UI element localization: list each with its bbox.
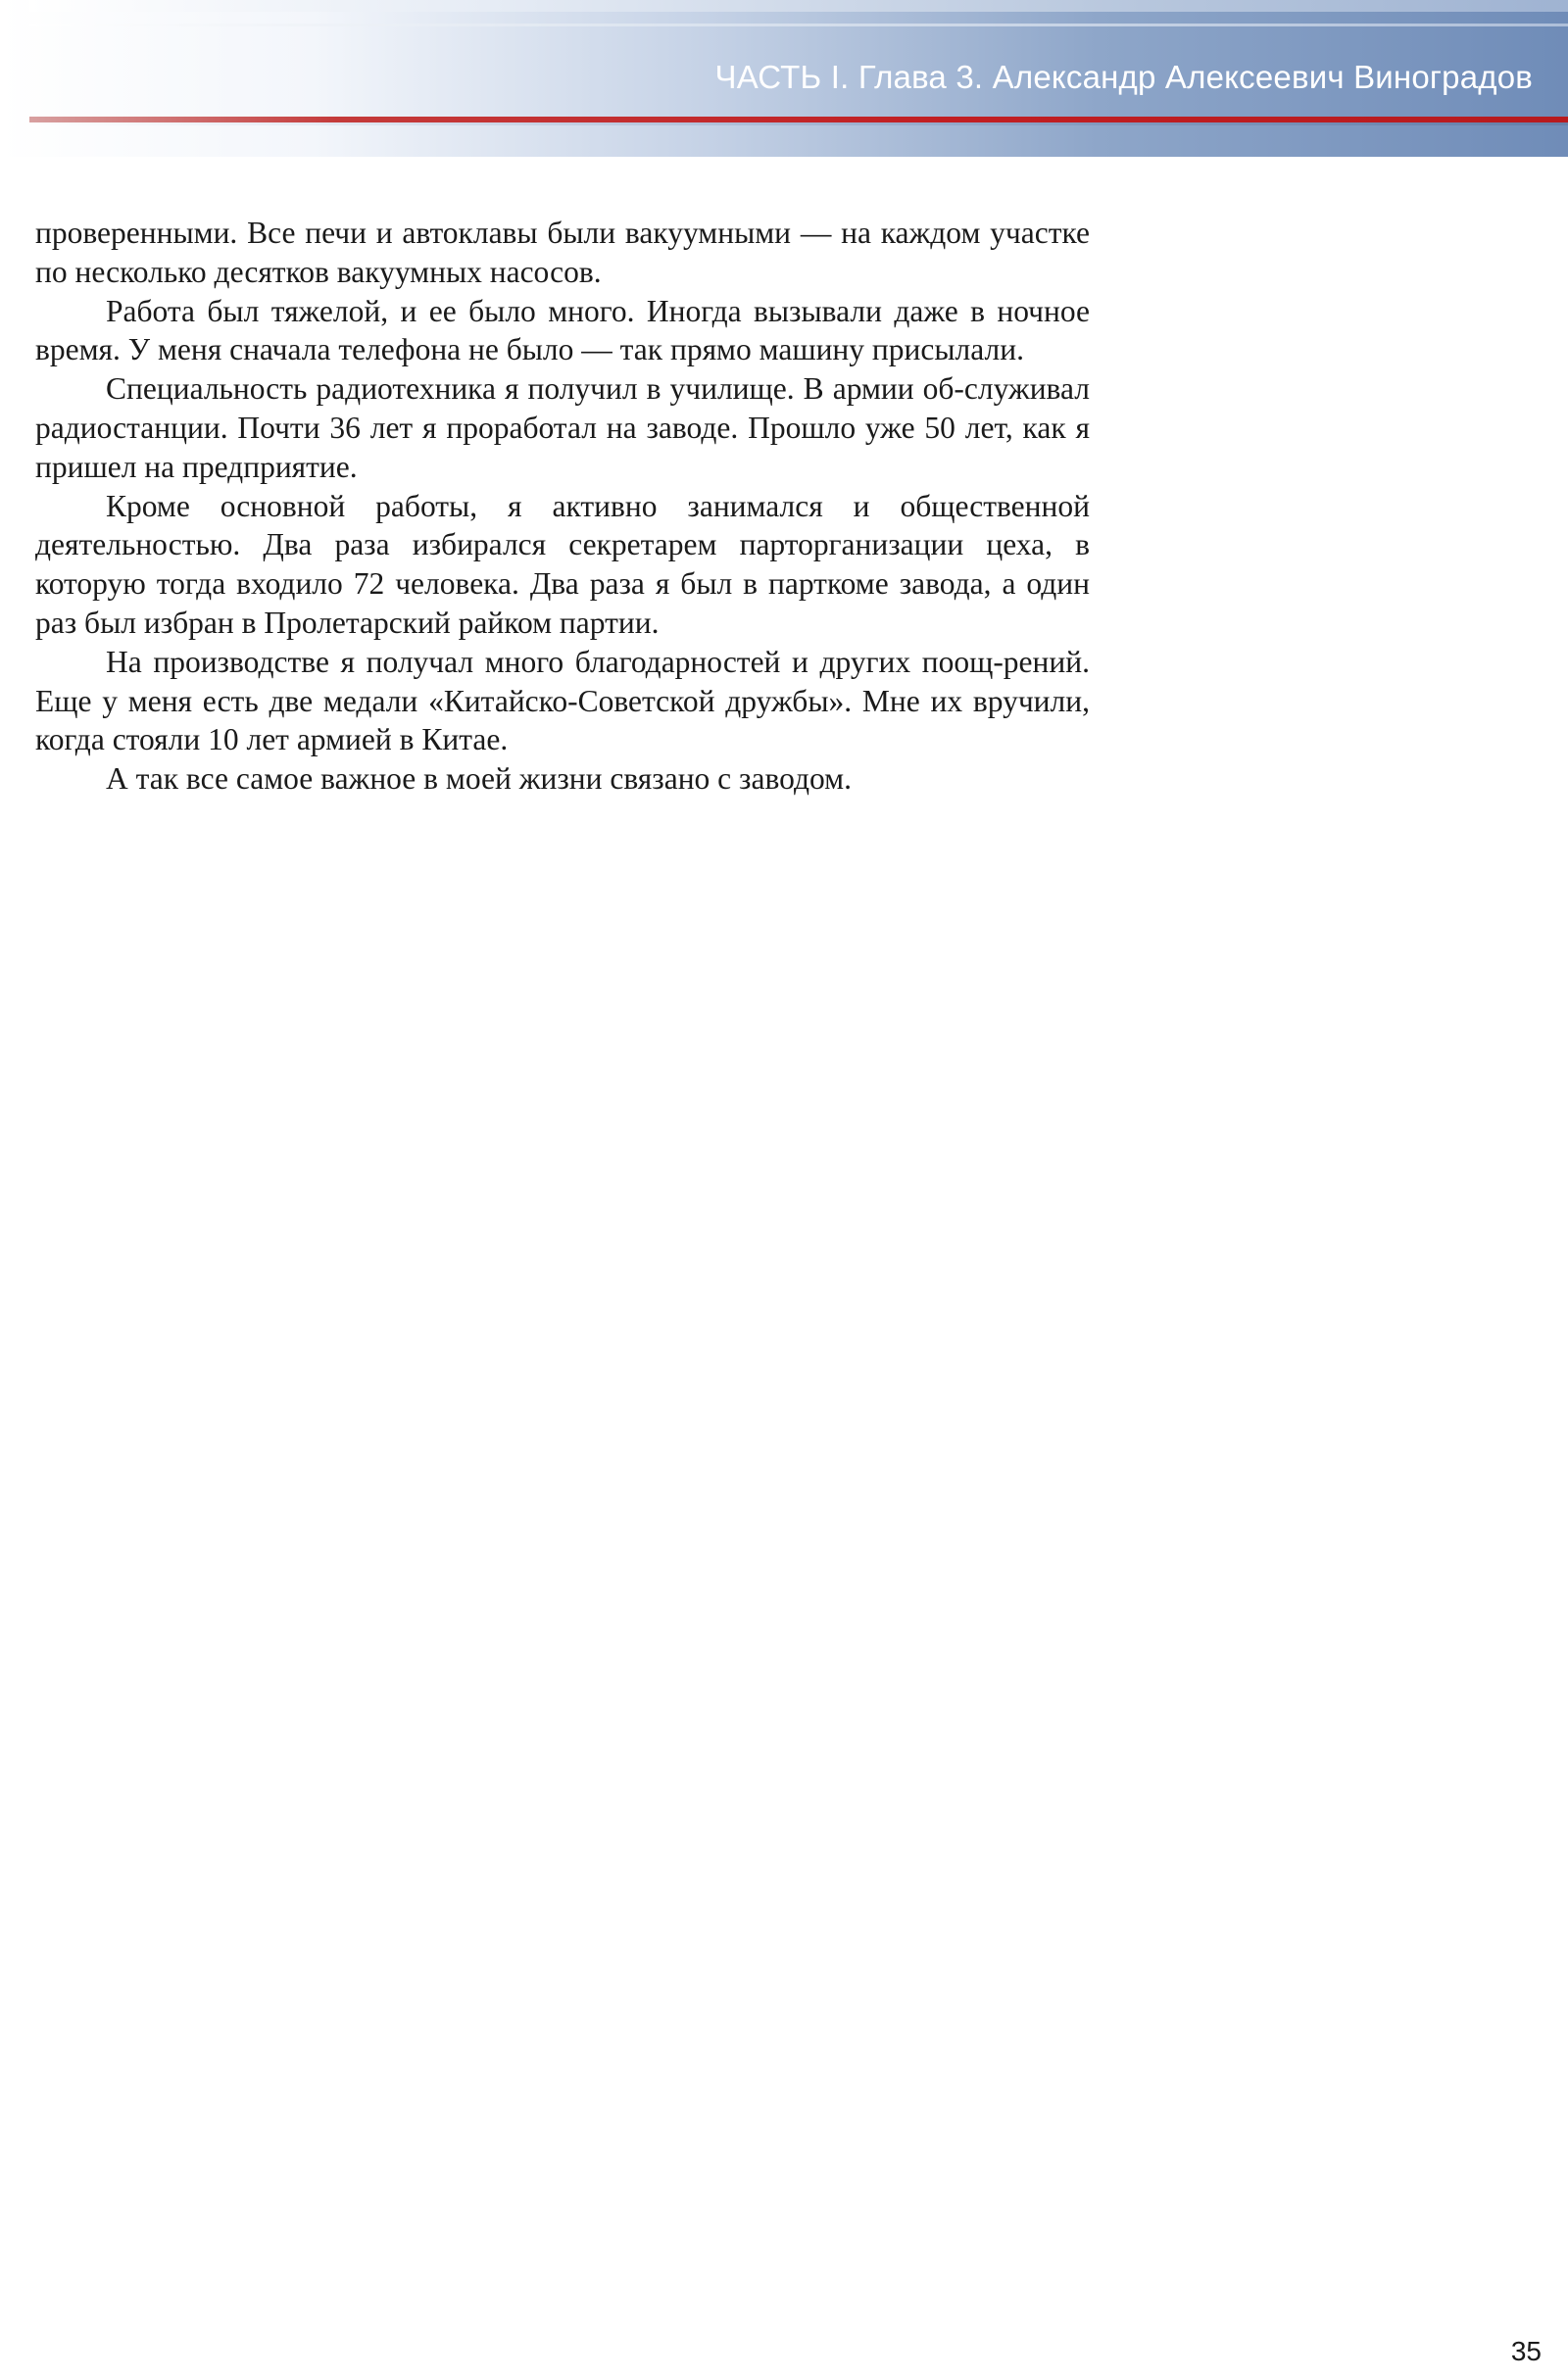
red-rule-shadow bbox=[29, 122, 1568, 125]
paragraph-3: Специальность радиотехника я получил в училище. В армии об-служивал радиостанции. Почти 36 лет я проработал на заводе. Прошло уже 50 лет, как я пришел на предприятие. bbox=[35, 371, 1090, 484]
header-top-stripe bbox=[29, 0, 1568, 12]
paragraph-2: Работа был тяжелой, и ее было много. Иногда вызывали даже в ночное время. У меня сначала телефона не было — так прямо машину присылали. bbox=[35, 293, 1090, 367]
paragraph-6: А так все самое важное в моей жизни связано с заводом. bbox=[106, 761, 852, 797]
paragraph-5: На производстве я получал много благодарностей и других поощ-рений. Еще у меня есть две медали «Китайско-Советской дружбы». Мне их вручили, когда стояли 10 лет армией в Китае. bbox=[35, 644, 1090, 757]
header-thin-stripe bbox=[29, 24, 1568, 26]
header-band bbox=[0, 0, 1568, 157]
running-title: ЧАСТЬ I. Глава 3. Александр Алексеевич Виноградов bbox=[714, 59, 1533, 95]
page-number: 35 bbox=[1510, 2336, 1542, 2366]
body-text bbox=[35, 214, 1090, 799]
paragraph-1: проверенными. Все печи и автоклавы были вакуумными — на каждом участке по несколько десятков вакуумных насосов. bbox=[35, 216, 1090, 289]
paragraph-4: Кроме основной работы, я активно занимался и общественной деятельностью. Два раза избирался секретарем парторганизации цеха, в которую тогда входило 72 человека. Два раза я был в парткоме завода, а один раз был избран в Пролетарский райком партии. bbox=[35, 488, 1090, 640]
